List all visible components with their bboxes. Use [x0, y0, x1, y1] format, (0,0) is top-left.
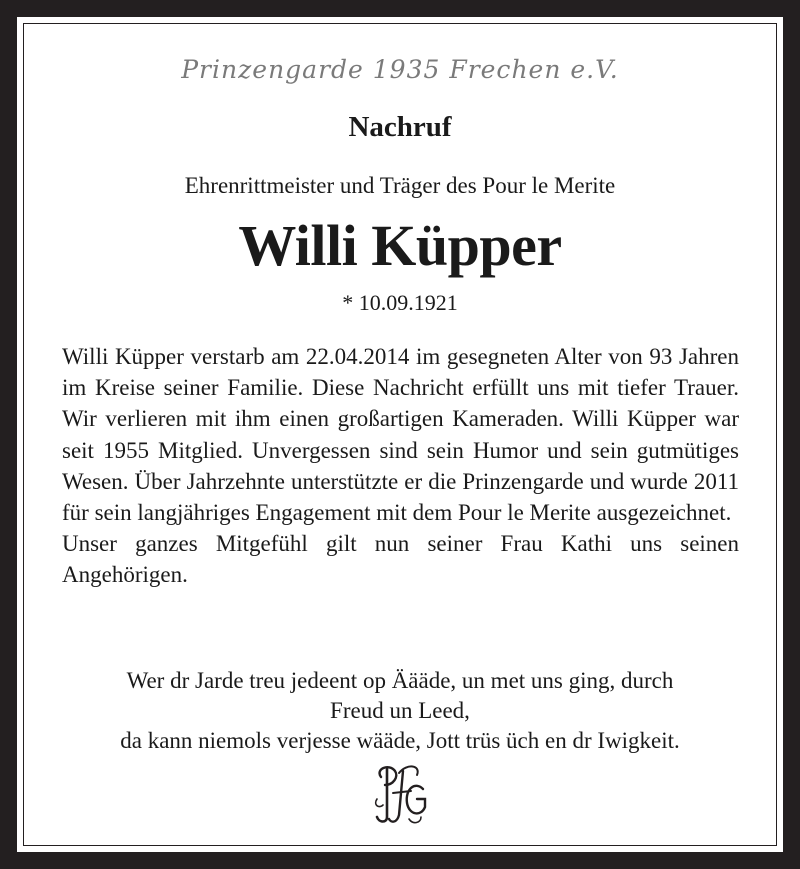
deceased-name: Willi Küpper	[238, 213, 562, 278]
obituary-paragraph: Unser ganzes Mitgefühl gilt nun seiner Frau Kathi uns seinen Angehörigen.	[62, 531, 739, 588]
pfg-monogram-icon	[369, 759, 431, 829]
organization-name: Prinzengarde 1935 Frechen e.V.	[181, 55, 619, 84]
honorary-title: Ehrenrittmeister und Träger des Pour le Merite	[184, 173, 616, 198]
memorial-verse	[47, 666, 753, 756]
obituary-paragraph: Willi Küpper verstarb am 22.04.2014 im gesegneten Alter von 93 Jahren im Kreise seiner Familie. Diese Nachricht erfüllt uns mit tiefer Trauer. Wir verlieren mit ihm einen großartigen Kameraden. Willi Küpper war seit 1955 Mitglied. Unvergessen sind sein Humor und sein gutmütiges Wesen. Über Jahrzehnte unterstützte er die Prinzengarde und wurde 2011 für sein langjähriges Engagement mit dem Pour le Merite ausgezeichnet.	[62, 344, 739, 526]
verse-line: da kann niemols verjesse wääde, Jott trüs üch en dr Iwigkeit.	[120, 728, 680, 753]
obituary-text	[62, 341, 739, 591]
obituary-notice	[17, 17, 783, 852]
verse-line: Wer dr Jarde treu jedeent op Äääde, un met uns ging, durch	[126, 668, 674, 693]
birth-date: * 10.09.1921	[342, 290, 458, 315]
notice-heading: Nachruf	[348, 111, 452, 143]
verse-line: Freud un Leed,	[330, 698, 470, 723]
notice-content	[17, 17, 783, 852]
